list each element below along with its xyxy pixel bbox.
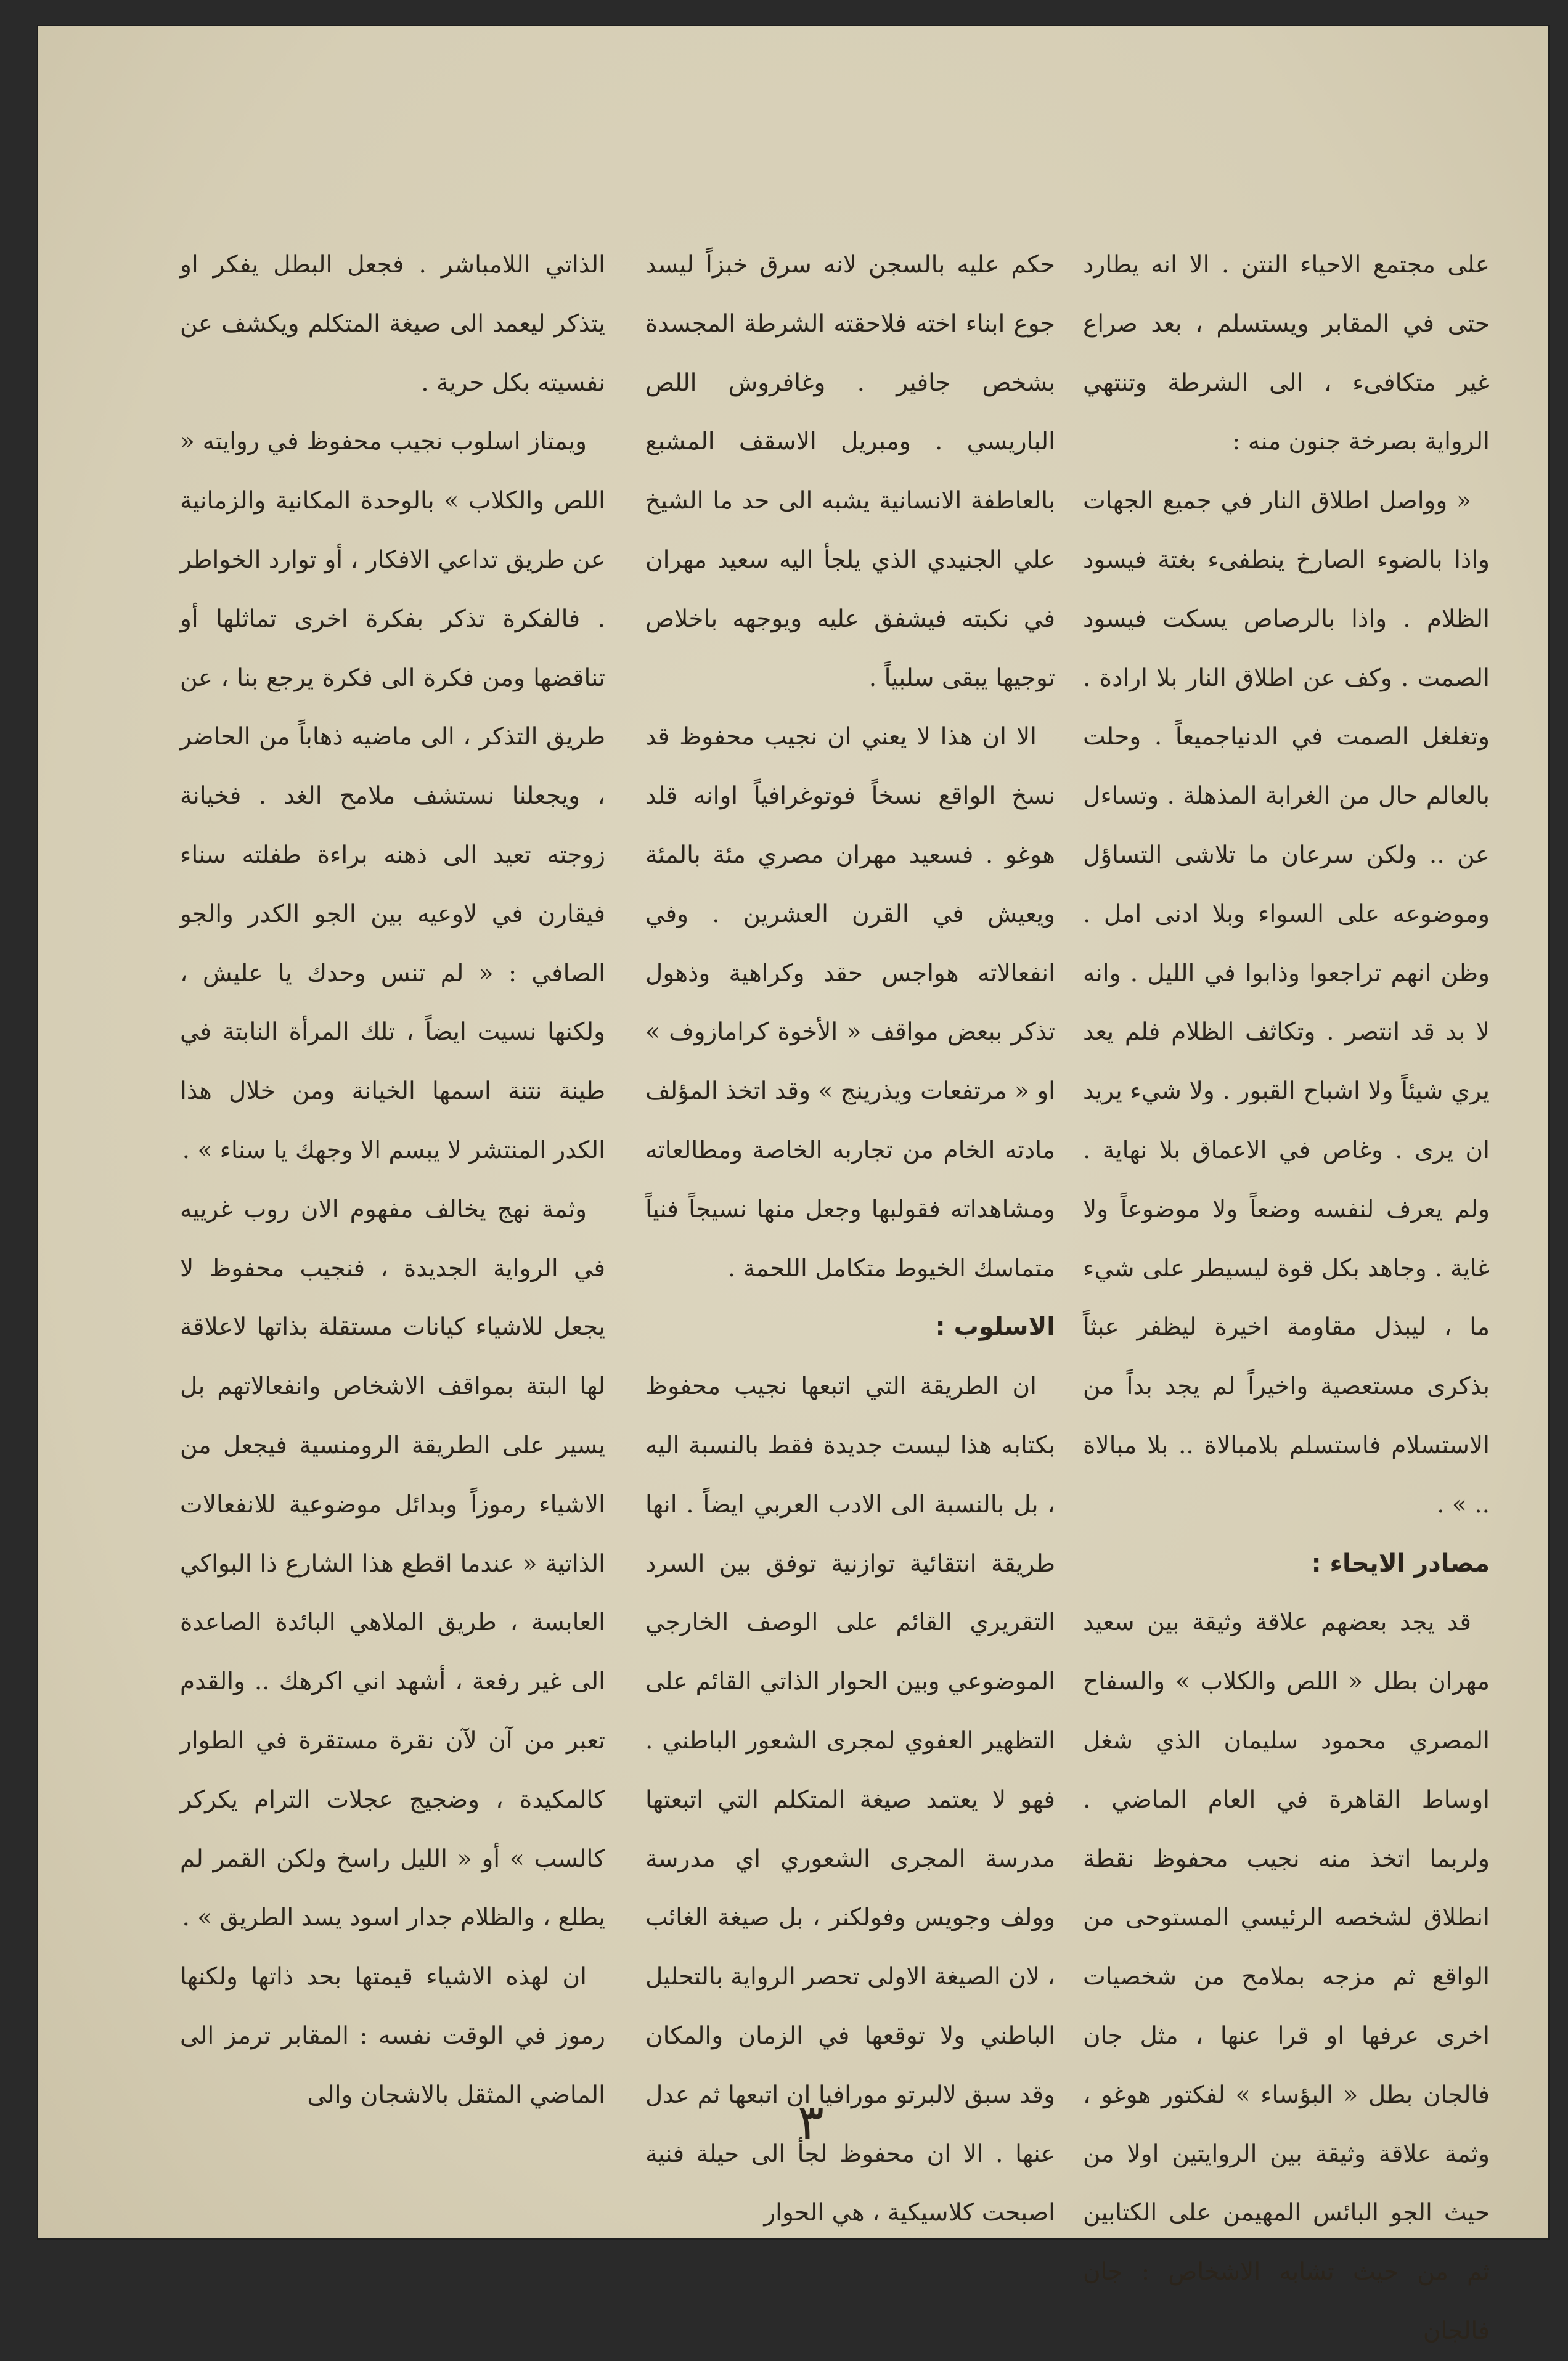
text-column-left <box>180 235 605 2109</box>
section-heading-style: الاسلوب : <box>935 1313 1055 1342</box>
paragraph: حكم عليه بالسجن لانه سرق خبزاً ليسد جوع ابناء اخته فلاحقته الشرطة المجسدة بشخص جافير . وغافروش اللص الباريسي . ومبريل الاسقف المشبع بالعاطفة الانسانية يشبه الى حد ما الشيخ علي الجنيدي الذي يلجأ اليه سعيد مهران في نكبته فيشفق عليه ويوجهه باخلاص توجيها يبقى سلبياً . <box>645 251 1055 692</box>
page-number: ٣ <box>798 2094 824 2151</box>
section-heading-sources: مصادر الايحاء : <box>1311 1549 1490 1578</box>
paragraph: ان الطريقة التي اتبعها نجيب محفوظ بكتابه هذا ليست جديدة فقط بالنسبة اليه ، بل بالنسبة الى الادب العربي ايضاً . انها طريقة انتقائية توازنية توفق بين السرد التقريري القائم على الوصف الخارجي الموضوعي وبين الحوار الذاتي القائم على التظهير العفوي لمجرى الشعور الباطني . فهو لا يعتمد صيغة المتكلم التي اتبعتها مدرسة المجرى الشعوري اي مدرسة وولف وجويس وفولكنر ، بل صيغة الغائب ، لان الصيغة الاولى تحصر الرواية بالتحليل الباطني ولا توقعها في الزمان والمكان وقد سبق لالبرتو مورافيا ان اتبعها ثم عدل عنها . الا ان محفوظ لجأ الى حيلة فنية اصبحت كلاسيكية ، هي الحوار <box>645 1372 1055 2227</box>
paragraph: وثمة نهج يخالف مفهوم الان روب غرييه في الرواية الجديدة ، فنجيب محفوظ لا يجعل للاشياء كيانات مستقلة بذاتها لاعلاقة لها البتة بمواقف الاشخاص وانفعالاتهم بل يسير على الطريقة الرومنسية فيجعل من الاشياء رموزاً وبدائل موضوعية للانفعالات الذاتية « عندما اقطع هذا الشارع ذا البواكي العابسة ، طريق الملاهي البائدة الصاعدة الى غير رفعة ، أشهد اني اكرهك .. والقدم تعبر من آن لآن نقرة مستقرة في الطوار كالمكيدة ، وضجيج عجلات الترام يكركر كالسب » أو « الليل راسخ ولكن القمر لم يطلع ، والظلام جدار اسود يسد الطريق » . <box>180 1195 605 1932</box>
magazine-page <box>38 26 1548 2345</box>
text-column-right <box>1083 235 1490 2345</box>
quote-paragraph: « وواصل اطلاق النار في جميع الجهات واذا بالضوء الصارخ ينطفىء بغتة فيسود الظلام . واذا بالرصاص يسكت فيسود الصمت . وكف عن اطلاق النار بلا ارادة . وتغلغل الصمت في الدنياجميعاً . وحلت بالعالم حال من الغرابة المذهلة . وتساءل عن .. ولكن سرعان ما تلاشى التساؤل وموضوعه على السواء وبلا ادنى امل . وظن انهم تراجعوا وذابوا في الليل . وانه لا بد قد انتصر . وتكاثف الظلام فلم يعد يري شيئاً ولا اشباح القبور . ولا شيء يريد ان يرى . وغاص في الاعماق بلا نهاية . ولم يعرف لنفسه وضعاً ولا موضوعاً ولا غاية . وجاهد بكل قوة ليسيطر على شيء ما ، ليبذل مقاومة اخيرة ليظفر عبثاً بذكرى مستعصية واخيراً لم يجد بداً من الاستسلام فاستسلم بلامبالاة .. بلا مبالاة .. » . <box>1083 487 1490 1519</box>
paragraph: على مجتمع الاحياء النتن . الا انه يطارد حتى في المقابر ويستسلم ، بعد صراع غير متكافىء ، الى الشرطة وتنتهي الرواية بصرخة جنون منه : <box>1083 251 1490 456</box>
paragraph: ان لهذه الاشياء قيمتها بحد ذاتها ولكنها رموز في الوقت نفسه : المقابر ترمز الى الماضي المثقل بالاشجان والى <box>180 1963 605 2109</box>
paragraph: الذاتي اللامباشر . فجعل البطل يفكر او يتذكر ليعمد الى صيغة المتكلم ويكشف عن نفسيته بكل حرية . <box>180 251 605 397</box>
paragraph: ويمتاز اسلوب نجيب محفوظ في روايته « اللص والكلاب » بالوحدة المكانية والزمانية عن طريق تداعي الافكار ، أو توارد الخواطر . فالفكرة تذكر بفكرة اخرى تماثلها أو تناقضها ومن فكرة الى فكرة يرجع بنا ، عن طريق التذكر ، الى ماضيه ذهاباً من الحاضر ، ويجعلنا نستشف ملامح الغد . فخيانة زوجته تعيد الى ذهنه براءة طفلته سناء فيقارن في لاوعيه بين الجو الكدر والجو الصافي : « لم تنس وحدك يا عليش ، ولكنها نسيت ايضاً ، تلك المرأة النابتة في طينة نتنة اسمها الخيانة ومن خلال هذا الكدر المنتشر لا يبسم الا وجهك يا سناء » . <box>180 428 605 1164</box>
paragraph: الا ان هذا لا يعني ان نجيب محفوظ قد نسخ الواقع نسخاً فوتوغرافياً اوانه قلد هوغو . فسعيد مهران مصري مئة بالمئة ويعيش في القرن العشرين . وفي انفعالاته هواجس حقد وكراهية وذهول تذكر ببعض مواقف « الأخوة كرامازوف » او « مرتفعات ويذرينج » وقد اتخذ المؤلف مادته الخام من تجاربه الخاصة ومطالعاته ومشاهداته فقولبها وجعل منها نسيجاً فنياً متماسك الخيوط متكامل اللحمة . <box>645 723 1055 1282</box>
text-column-middle <box>645 235 1055 2227</box>
paragraph: قد يجد بعضهم علاقة وثيقة بين سعيد مهران بطل « اللص والكلاب » والسفاح المصري محمود سليمان الذي شغل اوساط القاهرة في العام الماضي . ولربما اتخذ منه نجيب محفوظ نقطة انطلاق لشخصه الرئيسي المستوحى من الواقع ثم مزجه بملامح من شخصيات اخرى عرفها او قرا عنها ، مثل جان فالجان بطل « البؤساء » لفكتور هوغو ، وثمة علاقة وثيقة بين الروايتين اولا من حيث الجو البائس المهيمن على الكتابين ثم من حيث تشابه الاشخاص : جان فالجان <box>1083 1609 1490 2345</box>
